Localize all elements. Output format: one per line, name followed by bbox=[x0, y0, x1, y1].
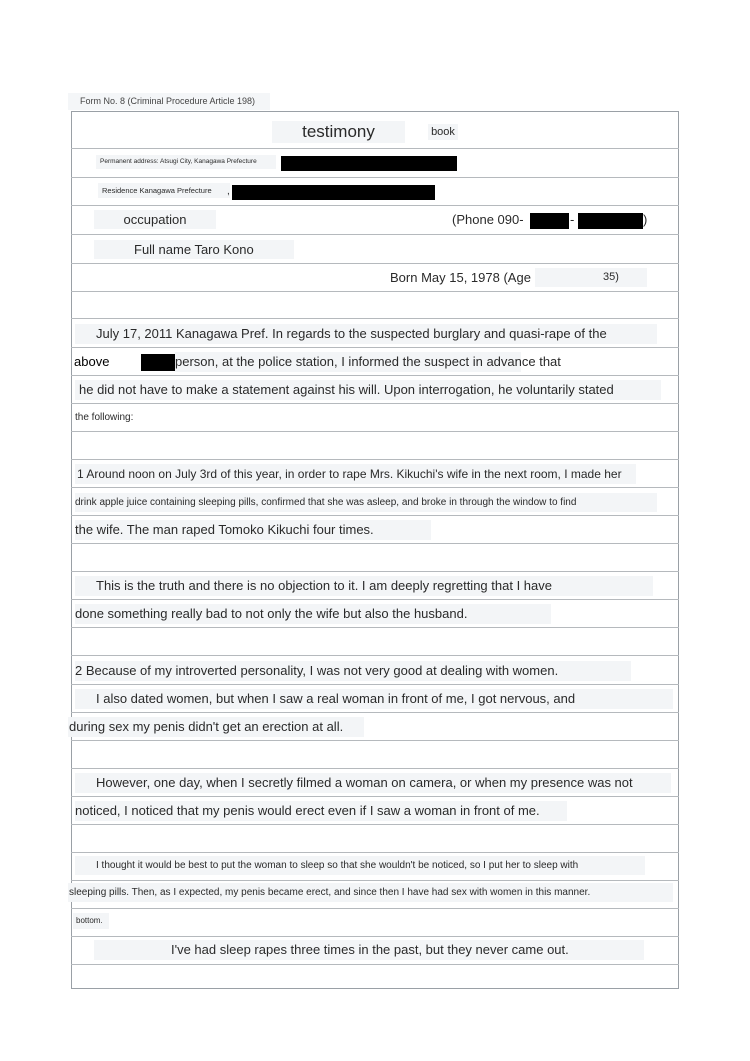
row-divider bbox=[71, 177, 679, 178]
statement-line-lead: above bbox=[74, 354, 110, 369]
statement-line: done something really bad to not only the wife but also the husband. bbox=[75, 604, 551, 624]
row-divider bbox=[71, 459, 679, 460]
statement-line: 2 Because of my introverted personality, I was not very good at dealing with women. bbox=[75, 661, 631, 681]
permanent-address-label: Permanent address: Atsugi City, Kanagawa Prefecture bbox=[96, 155, 276, 169]
row-divider bbox=[71, 684, 679, 685]
row-divider bbox=[71, 880, 679, 881]
row-divider bbox=[71, 627, 679, 628]
statement-line: July 17, 2011 Kanagawa Pref. In regards to the suspected burglary and quasi-rape of the bbox=[75, 324, 657, 344]
row-divider bbox=[71, 908, 679, 909]
statement-line: noticed, I noticed that my penis would erect even if I saw a woman in front of me. bbox=[75, 801, 567, 821]
redaction-block bbox=[578, 213, 643, 229]
row-divider bbox=[71, 824, 679, 825]
row-divider bbox=[71, 431, 679, 432]
row-divider bbox=[71, 347, 679, 348]
statement-line: However, one day, when I secretly filmed a woman on camera, or when my presence was not bbox=[75, 773, 671, 793]
statement-line: bottom. bbox=[73, 913, 109, 929]
phone-prefix: (Phone 090- bbox=[452, 212, 524, 227]
redaction-block bbox=[232, 185, 435, 200]
statement-line: the following: bbox=[75, 412, 134, 423]
statement-line: he did not have to make a statement against his will. Upon interrogation, he voluntarily stated bbox=[75, 380, 661, 400]
phone-dash: - bbox=[570, 212, 575, 227]
row-divider bbox=[71, 571, 679, 572]
statement-line: I've had sleep rapes three times in the past, but they never came out. bbox=[94, 940, 644, 960]
phone-close: ) bbox=[643, 212, 648, 227]
statement-line: person, at the police station, I informed the suspect in advance that bbox=[175, 352, 521, 372]
row-divider bbox=[71, 375, 679, 376]
row-divider bbox=[71, 205, 679, 206]
statement-line: I thought it would be best to put the woman to sleep so that she wouldn't be noticed, so I put her to sleep with bbox=[75, 856, 645, 875]
row-divider bbox=[71, 234, 679, 235]
redaction-block bbox=[530, 213, 569, 229]
row-divider bbox=[71, 936, 679, 937]
row-divider bbox=[71, 318, 679, 319]
row-divider bbox=[71, 263, 679, 264]
row-divider bbox=[71, 964, 679, 965]
row-divider bbox=[71, 655, 679, 656]
row-divider bbox=[71, 740, 679, 741]
row-divider bbox=[71, 852, 679, 853]
birth-date: Born May 15, 1978 (Age bbox=[390, 270, 531, 285]
statement-line: 1 Around noon on July 3rd of this year, in order to rape Mrs. Kikuchi's wife in the next room, I made her bbox=[75, 464, 636, 484]
row-divider bbox=[71, 291, 679, 292]
statement-line: This is the truth and there is no objection to it. I am deeply regretting that I have bbox=[75, 576, 653, 596]
row-divider bbox=[71, 403, 679, 404]
full-name: Full name Taro Kono bbox=[94, 240, 294, 259]
redaction-block bbox=[281, 156, 457, 171]
residence-comma: , bbox=[227, 186, 230, 197]
age-value: 35) bbox=[535, 268, 647, 287]
document-title-suffix: book bbox=[428, 124, 458, 140]
statement-line: drink apple juice containing sleeping pills, confirmed that she was asleep, and broke in through the window to find bbox=[75, 493, 657, 512]
occupation-label: occupation bbox=[94, 210, 216, 229]
row-divider bbox=[71, 796, 679, 797]
row-divider bbox=[71, 712, 679, 713]
row-divider bbox=[71, 487, 679, 488]
row-divider bbox=[71, 543, 679, 544]
statement-line: I also dated women, but when I saw a real woman in front of me, I got nervous, and bbox=[75, 689, 673, 709]
document-title: testimony bbox=[272, 121, 405, 143]
form-number: Form No. 8 (Criminal Procedure Article 198) bbox=[68, 93, 270, 110]
redaction-block bbox=[141, 354, 175, 371]
row-divider bbox=[71, 599, 679, 600]
row-divider bbox=[71, 148, 679, 149]
statement-line: the wife. The man raped Tomoko Kikuchi four times. bbox=[75, 520, 431, 540]
row-divider bbox=[71, 515, 679, 516]
row-divider bbox=[71, 768, 679, 769]
residence-label: Residence Kanagawa Prefecture bbox=[98, 183, 230, 198]
statement-line: sleeping pills. Then, as I expected, my penis became erect, and since then I have had sex with women in this manner. bbox=[68, 883, 673, 902]
statement-line: during sex my penis didn't get an erection at all. bbox=[68, 717, 364, 737]
